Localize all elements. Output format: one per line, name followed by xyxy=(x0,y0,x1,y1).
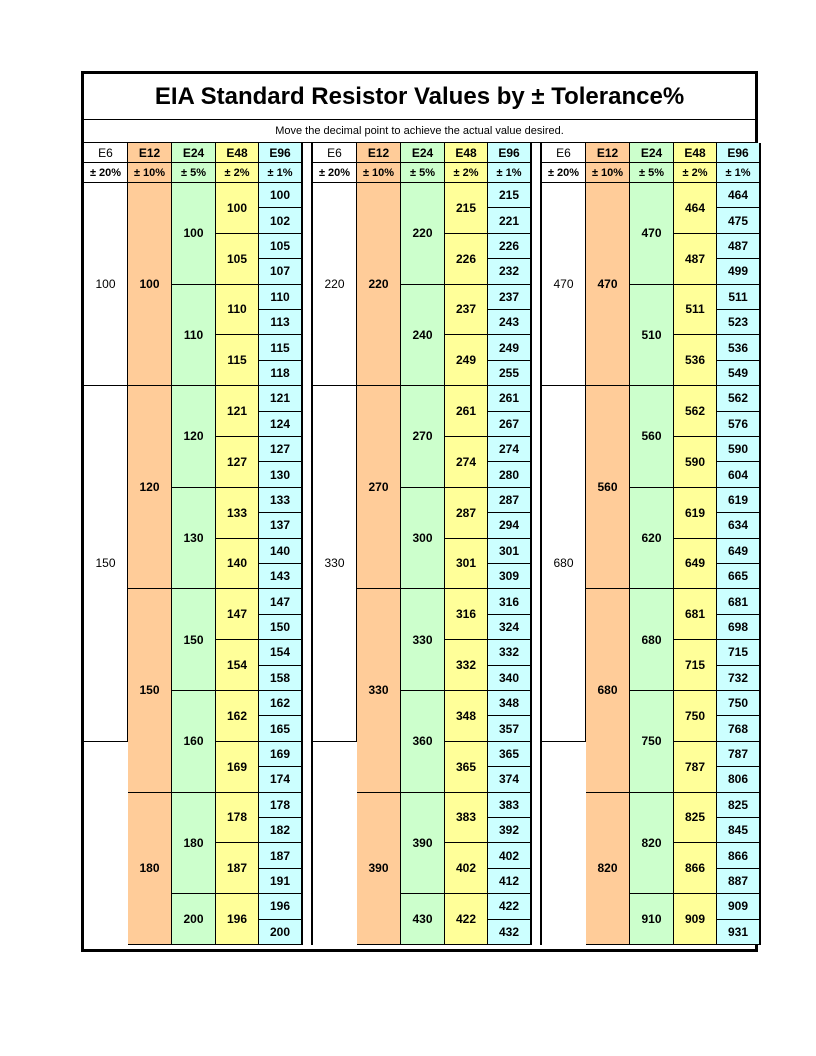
resistor-value-e48: 147 xyxy=(216,589,259,640)
tolerance-header-e12: ± 10% xyxy=(586,163,630,183)
resistor-value-e96: 523 xyxy=(717,310,760,335)
resistor-value-e48: 133 xyxy=(216,488,259,539)
resistor-value-e48: 866 xyxy=(674,843,717,894)
resistor-value-e96: 732 xyxy=(717,666,760,691)
resistor-value-e6: 100 xyxy=(84,183,128,386)
resistor-value-e48: 178 xyxy=(216,793,259,844)
resistor-value-e96: 681 xyxy=(717,589,760,614)
resistor-value-e96: 698 xyxy=(717,615,760,640)
resistor-value-e24: 130 xyxy=(172,488,216,590)
resistor-value-e96: 187 xyxy=(259,843,302,868)
resistor-value-e96: 118 xyxy=(259,361,302,386)
resistor-value-e6: 150 xyxy=(84,386,128,742)
resistor-value-e48: 162 xyxy=(216,691,259,742)
resistor-value-e96: 301 xyxy=(488,539,531,564)
resistor-value-e48: 187 xyxy=(216,843,259,894)
resistor-value-e48: 715 xyxy=(674,640,717,691)
page-title: EIA Standard Resistor Values by ± Tolerance% xyxy=(84,74,755,120)
resistor-value-e24: 300 xyxy=(401,488,445,590)
resistor-value-e96: 107 xyxy=(259,259,302,284)
page-subtitle: Move the decimal point to achieve the actual value desired. xyxy=(84,120,755,143)
resistor-value-e96: 365 xyxy=(488,742,531,767)
resistor-value-e96: 169 xyxy=(259,742,302,767)
resistor-value-e48: 274 xyxy=(445,437,488,488)
resistor-value-e96: 536 xyxy=(717,335,760,360)
resistor-value-e48: 140 xyxy=(216,539,259,590)
resistor-value-e48: 825 xyxy=(674,793,717,844)
series-header-e6: E6 xyxy=(313,143,357,163)
series-header-e6: E6 xyxy=(84,143,128,163)
resistor-value-e96: 150 xyxy=(259,615,302,640)
resistor-value-e96: 191 xyxy=(259,869,302,894)
resistor-value-e96: 143 xyxy=(259,564,302,589)
series-header-e12: E12 xyxy=(586,143,630,163)
resistor-value-e24: 910 xyxy=(630,894,674,945)
resistor-value-e96: 576 xyxy=(717,412,760,437)
resistor-value-e96: 261 xyxy=(488,386,531,411)
resistor-value-e96: 422 xyxy=(488,894,531,919)
resistor-value-e96: 324 xyxy=(488,615,531,640)
series-header-e12: E12 xyxy=(357,143,401,163)
resistor-value-e24: 360 xyxy=(401,691,445,793)
resistor-value-e12: 150 xyxy=(128,589,172,792)
resistor-value-e96: 237 xyxy=(488,285,531,310)
resistor-value-e96: 316 xyxy=(488,589,531,614)
resistor-value-e96: 402 xyxy=(488,843,531,868)
resistor-value-e96: 357 xyxy=(488,716,531,741)
series-header-e48: E48 xyxy=(674,143,717,163)
resistor-value-e96: 634 xyxy=(717,513,760,538)
resistor-value-e48: 464 xyxy=(674,183,717,234)
resistor-value-e96: 787 xyxy=(717,742,760,767)
resistor-value-e48: 261 xyxy=(445,386,488,437)
series-header-e96: E96 xyxy=(488,143,531,163)
resistor-value-e96: 340 xyxy=(488,666,531,691)
resistor-value-e96: 255 xyxy=(488,361,531,386)
resistor-value-e96: 137 xyxy=(259,513,302,538)
resistor-value-e12: 820 xyxy=(586,793,630,945)
resistor-value-e96: 215 xyxy=(488,183,531,208)
tolerance-header-e6: ± 20% xyxy=(84,163,128,183)
resistor-value-e96: 130 xyxy=(259,462,302,487)
resistor-value-e96: 267 xyxy=(488,412,531,437)
resistor-value-e96: 140 xyxy=(259,539,302,564)
resistor-value-e96: 332 xyxy=(488,640,531,665)
resistor-value-e48: 536 xyxy=(674,335,717,386)
resistor-value-e48: 348 xyxy=(445,691,488,742)
resistor-value-e48: 249 xyxy=(445,335,488,386)
resistor-value-e24: 820 xyxy=(630,793,674,895)
resistor-value-e24: 430 xyxy=(401,894,445,945)
resistor-value-e96: 147 xyxy=(259,589,302,614)
resistor-value-e48: 750 xyxy=(674,691,717,742)
resistor-value-e24: 100 xyxy=(172,183,216,285)
resistor-value-e96: 158 xyxy=(259,666,302,691)
resistor-value-e96: 619 xyxy=(717,488,760,513)
resistor-value-e96: 511 xyxy=(717,285,760,310)
resistor-value-e96: 243 xyxy=(488,310,531,335)
resistor-value-e24: 160 xyxy=(172,691,216,793)
resistor-value-e24: 110 xyxy=(172,285,216,387)
resistor-value-e96: 432 xyxy=(488,920,531,945)
resistor-value-e48: 287 xyxy=(445,488,488,539)
resistor-value-e96: 931 xyxy=(717,920,760,945)
tolerance-header-e48: ± 2% xyxy=(216,163,259,183)
resistor-value-e96: 768 xyxy=(717,716,760,741)
resistor-value-e12: 180 xyxy=(128,793,172,945)
resistor-value-e96: 487 xyxy=(717,234,760,259)
resistor-value-e48: 681 xyxy=(674,589,717,640)
resistor-value-e48: 110 xyxy=(216,285,259,336)
section-divider xyxy=(531,143,542,945)
series-header-e6: E6 xyxy=(542,143,586,163)
resistor-value-e96: 178 xyxy=(259,793,302,818)
resistor-value-e96: 665 xyxy=(717,564,760,589)
resistor-value-e96: 127 xyxy=(259,437,302,462)
series-header-e12: E12 xyxy=(128,143,172,163)
resistor-value-e96: 165 xyxy=(259,716,302,741)
resistor-value-e24: 120 xyxy=(172,386,216,488)
resistor-value-e24: 560 xyxy=(630,386,674,488)
resistor-value-e48: 115 xyxy=(216,335,259,386)
tolerance-header-e24: ± 5% xyxy=(172,163,216,183)
series-header-e96: E96 xyxy=(717,143,760,163)
resistor-value-e6: 330 xyxy=(313,386,357,742)
resistor-value-e48: 237 xyxy=(445,285,488,336)
resistor-value-e48: 422 xyxy=(445,894,488,945)
tolerance-header-e96: ± 1% xyxy=(259,163,302,183)
resistor-value-e96: 590 xyxy=(717,437,760,462)
resistor-value-e96: 562 xyxy=(717,386,760,411)
resistor-value-e96: 750 xyxy=(717,691,760,716)
resistor-value-e96: 383 xyxy=(488,793,531,818)
resistor-value-e24: 510 xyxy=(630,285,674,387)
resistor-value-e96: 154 xyxy=(259,640,302,665)
resistor-value-e48: 511 xyxy=(674,285,717,336)
tolerance-header-e12: ± 10% xyxy=(357,163,401,183)
resistor-value-e48: 562 xyxy=(674,386,717,437)
resistor-value-e96: 649 xyxy=(717,539,760,564)
tolerance-header-e48: ± 2% xyxy=(674,163,717,183)
resistor-value-e48: 383 xyxy=(445,793,488,844)
resistor-value-e96: 825 xyxy=(717,793,760,818)
resistor-value-e96: 475 xyxy=(717,208,760,233)
resistor-value-e96: 348 xyxy=(488,691,531,716)
resistor-value-e96: 226 xyxy=(488,234,531,259)
tolerance-header-e96: ± 1% xyxy=(488,163,531,183)
series-header-e96: E96 xyxy=(259,143,302,163)
resistor-value-e48: 619 xyxy=(674,488,717,539)
resistor-value-e12: 330 xyxy=(357,589,401,792)
resistor-value-e96: 102 xyxy=(259,208,302,233)
resistor-value-e96: 162 xyxy=(259,691,302,716)
resistor-value-e96: 845 xyxy=(717,818,760,843)
tolerance-header-e6: ± 20% xyxy=(313,163,357,183)
resistor-value-e96: 604 xyxy=(717,462,760,487)
resistor-value-e96: 174 xyxy=(259,767,302,792)
series-header-e48: E48 xyxy=(216,143,259,163)
tolerance-header-e12: ± 10% xyxy=(128,163,172,183)
resistor-value-e96: 100 xyxy=(259,183,302,208)
resistor-value-e24: 470 xyxy=(630,183,674,285)
resistor-value-e96: 200 xyxy=(259,920,302,945)
tolerance-header-e24: ± 5% xyxy=(630,163,674,183)
resistor-value-e96: 499 xyxy=(717,259,760,284)
resistor-values-sheet xyxy=(81,71,758,952)
resistor-value-e48: 100 xyxy=(216,183,259,234)
resistor-value-e96: 105 xyxy=(259,234,302,259)
tolerance-header-e24: ± 5% xyxy=(401,163,445,183)
resistor-value-e96: 121 xyxy=(259,386,302,411)
resistor-value-e48: 215 xyxy=(445,183,488,234)
resistor-value-e96: 887 xyxy=(717,869,760,894)
resistor-value-e96: 412 xyxy=(488,869,531,894)
series-header-e24: E24 xyxy=(172,143,216,163)
tolerance-header-e96: ± 1% xyxy=(717,163,760,183)
resistor-value-e96: 124 xyxy=(259,412,302,437)
resistor-value-e96: 221 xyxy=(488,208,531,233)
resistor-value-e12: 120 xyxy=(128,386,172,589)
resistor-value-e96: 232 xyxy=(488,259,531,284)
resistor-value-e24: 220 xyxy=(401,183,445,285)
resistor-value-e12: 270 xyxy=(357,386,401,589)
resistor-value-e96: 182 xyxy=(259,818,302,843)
resistor-value-e24: 390 xyxy=(401,793,445,895)
resistor-value-e96: 274 xyxy=(488,437,531,462)
resistor-value-e96: 294 xyxy=(488,513,531,538)
resistor-value-e96: 196 xyxy=(259,894,302,919)
resistor-value-e96: 133 xyxy=(259,488,302,513)
resistor-value-e12: 100 xyxy=(128,183,172,386)
resistor-value-e96: 287 xyxy=(488,488,531,513)
resistor-value-e24: 330 xyxy=(401,589,445,691)
tolerance-header-e6: ± 20% xyxy=(542,163,586,183)
section-divider xyxy=(760,143,771,945)
resistor-value-e48: 487 xyxy=(674,234,717,285)
resistor-value-e48: 121 xyxy=(216,386,259,437)
resistor-value-e96: 110 xyxy=(259,285,302,310)
resistor-value-e24: 150 xyxy=(172,589,216,691)
resistor-value-e96: 464 xyxy=(717,183,760,208)
resistor-value-e48: 127 xyxy=(216,437,259,488)
resistor-value-e24: 180 xyxy=(172,793,216,895)
resistor-value-e96: 280 xyxy=(488,462,531,487)
series-header-e48: E48 xyxy=(445,143,488,163)
resistor-value-e12: 390 xyxy=(357,793,401,945)
resistor-value-e48: 301 xyxy=(445,539,488,590)
resistor-value-e48: 402 xyxy=(445,843,488,894)
resistor-value-e48: 169 xyxy=(216,742,259,793)
resistor-value-e96: 866 xyxy=(717,843,760,868)
resistor-value-e96: 309 xyxy=(488,564,531,589)
resistor-value-e96: 249 xyxy=(488,335,531,360)
resistor-value-e48: 590 xyxy=(674,437,717,488)
resistor-value-e12: 560 xyxy=(586,386,630,589)
resistor-value-e6: 470 xyxy=(542,183,586,386)
series-header-e24: E24 xyxy=(630,143,674,163)
resistor-value-e24: 620 xyxy=(630,488,674,590)
tolerance-header-e48: ± 2% xyxy=(445,163,488,183)
resistor-value-e48: 365 xyxy=(445,742,488,793)
resistor-value-e48: 332 xyxy=(445,640,488,691)
resistor-value-e96: 115 xyxy=(259,335,302,360)
resistor-value-e48: 649 xyxy=(674,539,717,590)
resistor-value-e48: 787 xyxy=(674,742,717,793)
resistor-value-e96: 374 xyxy=(488,767,531,792)
resistor-value-e24: 270 xyxy=(401,386,445,488)
resistor-value-e12: 470 xyxy=(586,183,630,386)
resistor-value-e96: 715 xyxy=(717,640,760,665)
resistor-value-e6: 680 xyxy=(542,386,586,742)
resistor-value-e48: 196 xyxy=(216,894,259,945)
resistor-value-e12: 680 xyxy=(586,589,630,792)
resistor-value-e12: 220 xyxy=(357,183,401,386)
resistor-value-e48: 909 xyxy=(674,894,717,945)
resistor-value-e24: 240 xyxy=(401,285,445,387)
resistor-value-e96: 113 xyxy=(259,310,302,335)
section-divider xyxy=(302,143,313,945)
resistor-value-e48: 316 xyxy=(445,589,488,640)
resistor-value-e48: 105 xyxy=(216,234,259,285)
resistor-value-e24: 680 xyxy=(630,589,674,691)
resistor-value-e96: 392 xyxy=(488,818,531,843)
series-header-e24: E24 xyxy=(401,143,445,163)
resistor-value-e6: 220 xyxy=(313,183,357,386)
resistor-value-e96: 806 xyxy=(717,767,760,792)
resistor-value-e24: 750 xyxy=(630,691,674,793)
resistor-value-e96: 549 xyxy=(717,361,760,386)
resistor-value-e24: 200 xyxy=(172,894,216,945)
resistor-value-e48: 154 xyxy=(216,640,259,691)
resistor-value-e48: 226 xyxy=(445,234,488,285)
resistor-value-e96: 909 xyxy=(717,894,760,919)
